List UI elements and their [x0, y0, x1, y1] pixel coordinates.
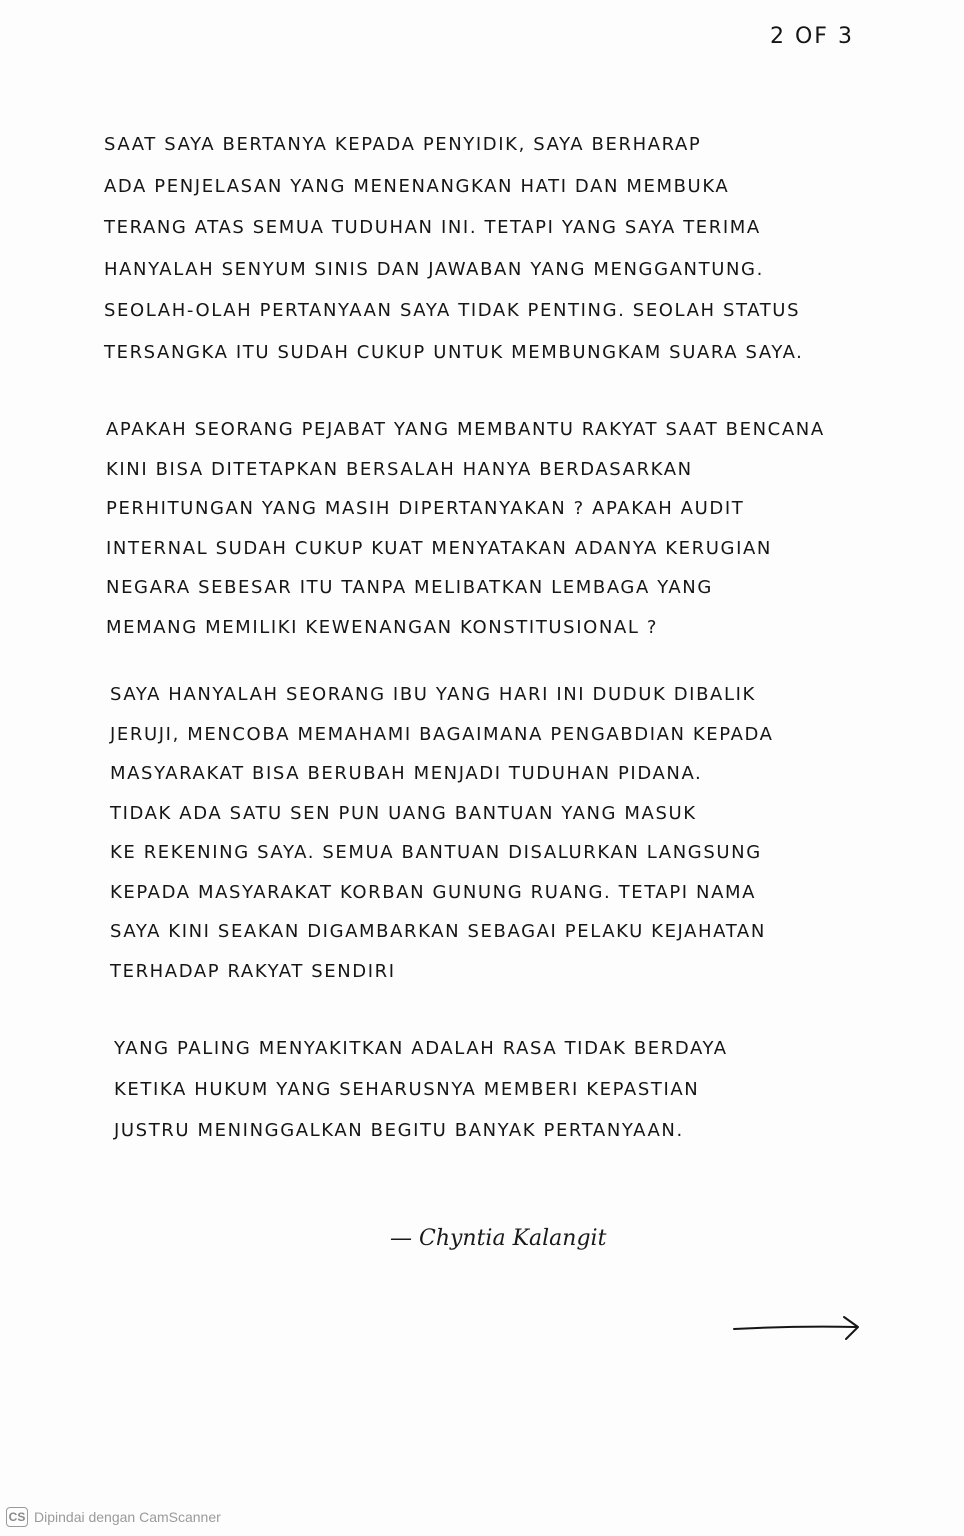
text-line: APAKAH SEORANG PEJABAT YANG MEMBANTU RAKYAT SAAT BENCANA [106, 419, 825, 440]
arrow-right-icon [732, 1314, 862, 1342]
scanner-watermark [6, 1505, 221, 1529]
text-line: SAYA HANYALAH SEORANG IBU YANG HARI INI DUDUK DIBALIK [110, 684, 756, 705]
text-line: TIDAK ADA SATU SEN PUN UANG BANTUAN YANG MASUK [110, 802, 697, 824]
text-line: MEMANG MEMILIKI KEWENANGAN KONSTITUSIONAL ? [106, 616, 658, 638]
text-line: ADA PENJELASAN YANG MENENANGKAN HATI DAN MEMBUKA [104, 175, 730, 197]
camscanner-logo-icon: CS [6, 1507, 28, 1527]
text-line: INTERNAL SUDAH CUKUP KUAT MENYATAKAN ADANYA KERUGIAN [106, 537, 772, 559]
text-line: NEGARA SEBESAR ITU TANPA MELIBATKAN LEMBAGA YANG [106, 577, 713, 598]
paragraph-1 [104, 124, 844, 373]
text-line: KEPADA MASYARAKAT KORBAN GUNUNG RUANG. TETAPI NAMA [110, 881, 757, 903]
text-line: KE REKENING SAYA. SEMUA BANTUAN DISALURKAN LANGSUNG [110, 842, 762, 863]
text-line: SEOLAH-OLAH PERTANYAAN SAYA TIDAK PENTING. SEOLAH STATUS [104, 300, 801, 321]
text-line: SAYA KINI SEAKAN DIGAMBARKAN SEBAGAI PELAKU KEJAHATAN [110, 921, 766, 942]
text-line: HANYALAH SENYUM SINIS DAN JAWABAN YANG MENGGANTUNG. [104, 258, 764, 280]
paragraph-4 [114, 1028, 854, 1151]
text-line: YANG PALING MENYAKITKAN ADALAH RASA TIDAK BERDAYA [114, 1038, 728, 1059]
text-line: TERHADAP RAKYAT SENDIRI [110, 960, 396, 982]
page-number: 2 OF 3 [770, 24, 854, 49]
text-line: JERUJI, MENCOBA MEMAHAMI BAGAIMANA PENGABDIAN KEPADA [110, 723, 774, 745]
signature: — Chyntia Kalangit [390, 1226, 607, 1251]
text-line: PERHITUNGAN YANG MASIH DIPERTANYAKAN ? APAKAH AUDIT [106, 498, 745, 519]
text-line: JUSTRU MENINGGALKAN BEGITU BANYAK PERTANYAAN. [114, 1120, 684, 1141]
text-line: TERANG ATAS SEMUA TUDUHAN INI. TETAPI YANG SAYA TERIMA [104, 217, 761, 238]
text-line: MASYARAKAT BISA BERUBAH MENJADI TUDUHAN PIDANA. [110, 763, 703, 784]
watermark-text: Dipindai dengan CamScanner [34, 1509, 221, 1525]
paragraph-2 [106, 410, 846, 647]
paragraph-3 [110, 675, 850, 991]
text-line: KETIKA HUKUM YANG SEHARUSNYA MEMBERI KEPASTIAN [114, 1079, 700, 1100]
text-line: KINI BISA DITETAPKAN BERSALAH HANYA BERDASARKAN [106, 458, 693, 480]
text-line: SAAT SAYA BERTANYA KEPADA PENYIDIK, SAYA BERHARAP [104, 134, 702, 155]
text-line: TERSANGKA ITU SUDAH CUKUP UNTUK MEMBUNGKAM SUARA SAYA. [104, 341, 804, 363]
